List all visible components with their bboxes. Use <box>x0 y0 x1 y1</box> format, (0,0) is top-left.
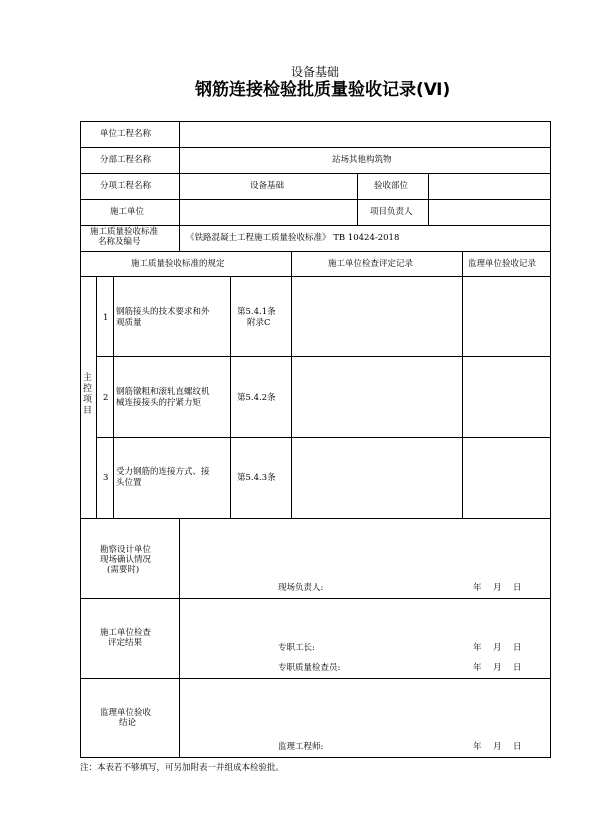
subdivision-field[interactable]: 设备基础 <box>250 181 285 191</box>
subdivision-label: 分项工程名称 <box>100 181 152 191</box>
form-subtitle: 设备基础 <box>291 65 340 79</box>
construction-year-2: 年 <box>473 663 482 673</box>
item-1-clause-line2: 附录C <box>247 318 271 328</box>
item-2-content: 钢筋镦粗和滚轧直螺纹机 <box>116 387 210 397</box>
item-1-supervision-record[interactable] <box>463 277 550 356</box>
standard-value[interactable]: 《铁路混凝土工程施工质量验收标准》 TB 10424-2018 <box>186 233 400 243</box>
project-manager-label: 项目负责人 <box>370 207 413 217</box>
item-1-number: 1 <box>103 313 109 323</box>
item-3-content-line2: 头位置 <box>116 478 142 488</box>
standard-label-line2: 名称及编号 <box>98 237 141 247</box>
item-3-clause: 第5.4.3条 <box>237 473 276 483</box>
supervision-year: 年 <box>473 742 482 752</box>
item-3-content: 受力钢筋的连接方式、接 <box>116 467 210 477</box>
survey-person-label: 现场负责人: <box>278 583 324 593</box>
survey-label: 勘察设计单位 <box>100 545 152 555</box>
supervision-conclusion-label: 监理单位验收 <box>100 708 152 718</box>
item-1-construction-record[interactable] <box>292 277 462 356</box>
foreman-label: 专职工长: <box>278 643 315 653</box>
construction-unit-label: 施工单位 <box>110 207 145 217</box>
unit-project-label: 单位工程名称 <box>100 129 152 139</box>
item-2-supervision-record[interactable] <box>463 357 550 437</box>
survey-month: 月 <box>493 583 502 593</box>
survey-day: 日 <box>513 583 522 593</box>
division-field[interactable]: 站场其他构筑物 <box>332 155 392 165</box>
survey-label-line3: (需要时) <box>107 565 140 575</box>
item-2-number: 2 <box>103 393 109 403</box>
construction-day-1: 日 <box>513 643 522 653</box>
item-1-content: 钢筋接头的技术要求和外 <box>116 307 210 317</box>
item-1-content-line2: 观质量 <box>116 318 142 328</box>
construction-year-1: 年 <box>473 643 482 653</box>
acceptance-part-label: 验收部位 <box>374 181 409 191</box>
main-control-group-label: 主控项目 <box>83 373 93 416</box>
footer-note: 注：本表若不够填写，可另加附表一并组成本检验批。 <box>80 763 285 773</box>
survey-year: 年 <box>473 583 482 593</box>
construction-record-header: 施工单位检查评定记录 <box>328 259 414 269</box>
item-2-clause: 第5.4.2条 <box>237 393 276 403</box>
supervision-record-header: 监理单位验收记录 <box>468 259 537 269</box>
supervision-day: 日 <box>513 742 522 752</box>
supervision-conclusion-label-line2: 结论 <box>119 718 137 728</box>
item-2-construction-record[interactable] <box>292 357 462 437</box>
construction-day-2: 日 <box>513 663 522 673</box>
quality-inspector-label: 专职质量检查员: <box>278 663 341 673</box>
standard-label: 施工质量验收标准 <box>90 227 159 237</box>
spec-column-header: 施工质量验收标准的规定 <box>131 259 225 269</box>
item-3-construction-record[interactable] <box>292 438 462 518</box>
item-3-number: 3 <box>103 473 109 483</box>
construction-month-1: 月 <box>493 643 502 653</box>
item-1-clause: 第5.4.1条 <box>237 307 276 317</box>
survey-label-line2: 现场确认情况 <box>100 555 152 565</box>
construction-result-label: 施工单位检查 <box>100 628 152 638</box>
division-label: 分部工程名称 <box>100 155 152 165</box>
supervisor-label: 监理工程师: <box>278 742 324 752</box>
item-2-content-line2: 械连接接头的拧紧力矩 <box>116 398 202 408</box>
form-title: 钢筋连接检验批质量验收记录(Ⅵ) <box>195 80 451 100</box>
item-3-supervision-record[interactable] <box>463 438 550 518</box>
supervision-month: 月 <box>493 742 502 752</box>
construction-result-label-line2: 评定结果 <box>108 638 143 648</box>
construction-month-2: 月 <box>493 663 502 673</box>
